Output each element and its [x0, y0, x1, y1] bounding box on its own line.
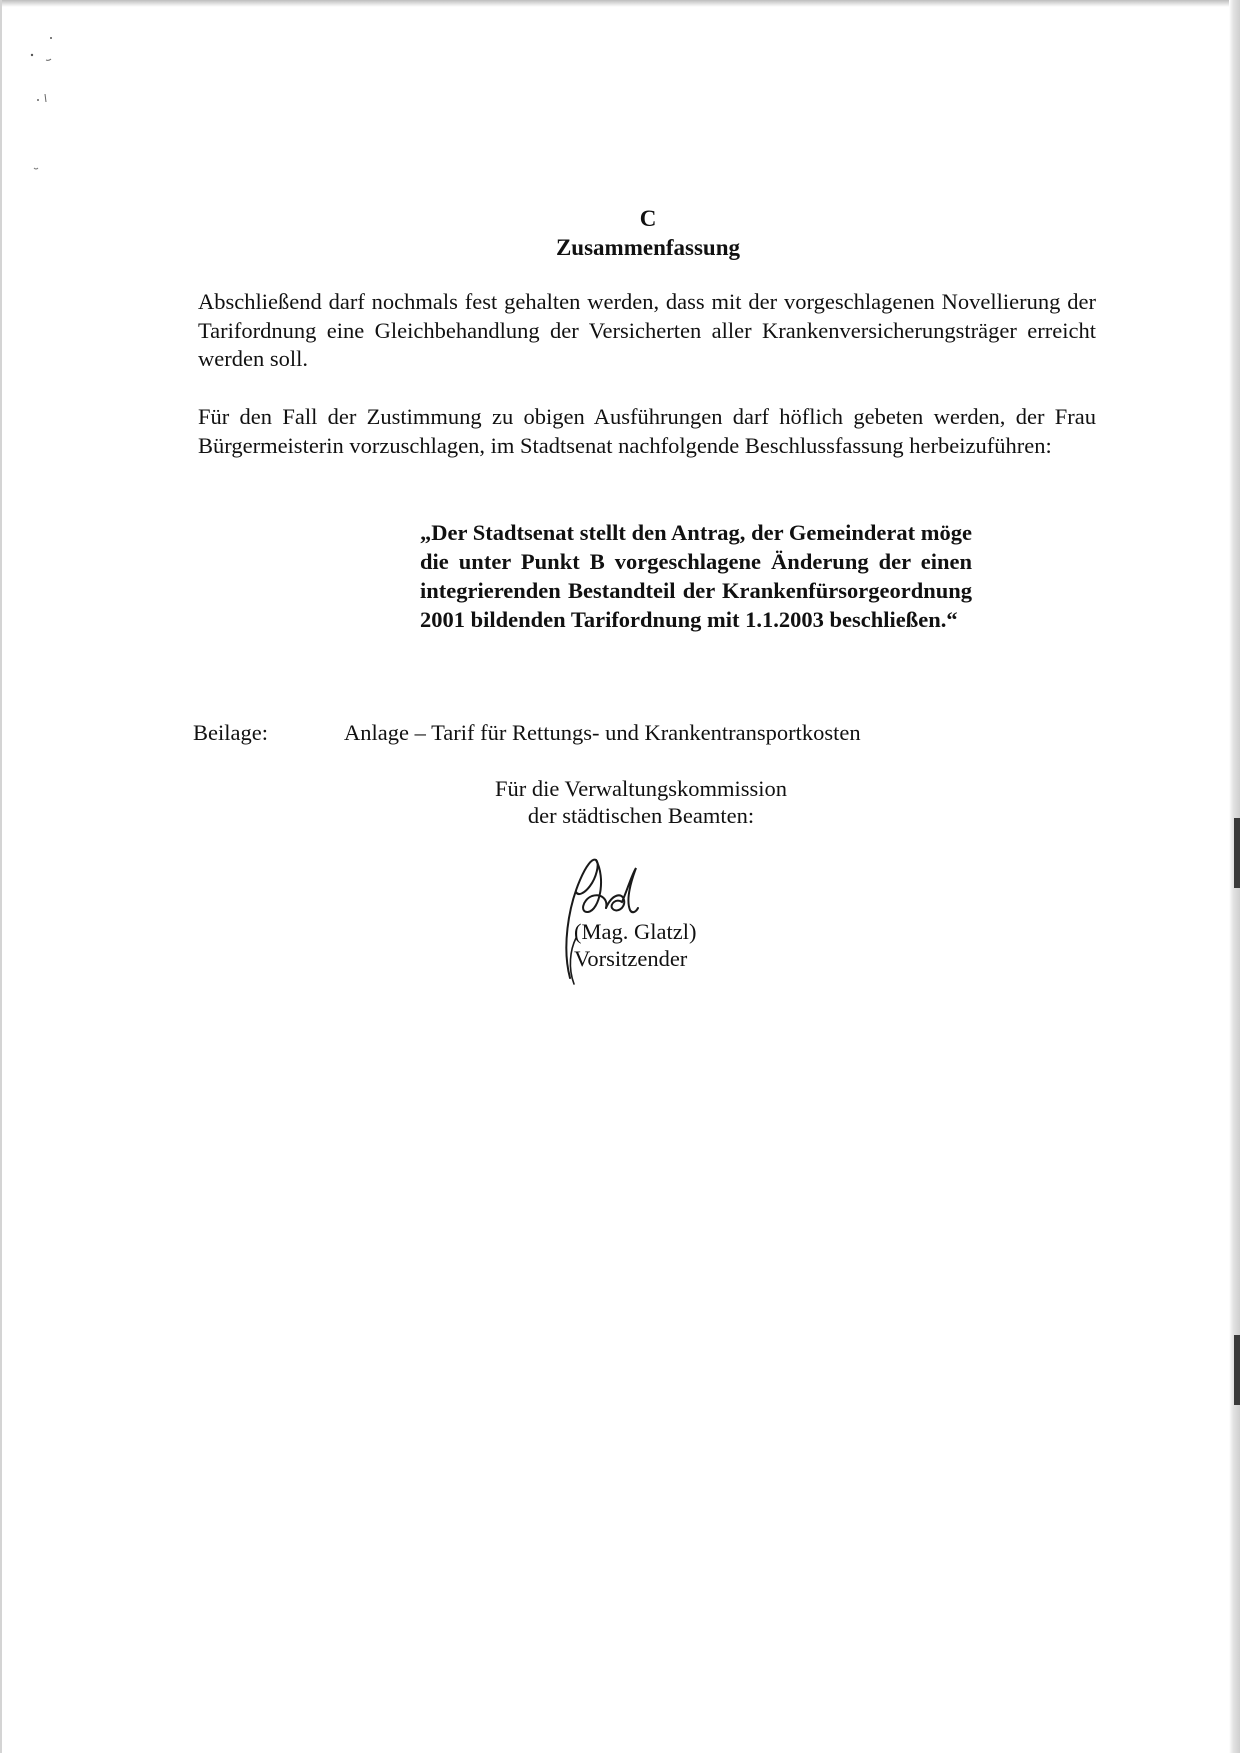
closing-block	[440, 775, 842, 829]
request-paragraph: Für den Fall der Zustimmung zu obigen Ausführungen darf höflich gebeten werden, der Frau Bürgermeisterin vorzuschlagen, im Stadtsenat nachfolgende Beschlussfassung herbeizuführen:	[198, 404, 1096, 458]
closing-line-2: der städtischen Beamten:	[527, 803, 755, 828]
signer-role: Vorsitzender	[574, 946, 688, 971]
resolution-text: „Der Stadtsenat stellt den Antrag, der Gemeinderat möge die unter Punkt B vorgeschlagene Änderung der einen integrierenden Bestandteil der Krankenfürsorgeordnung 2001 bildenden Tarifordnung mit 1.1.2003 beschließen.“	[420, 520, 972, 632]
attachment-label: Beilage:	[193, 720, 268, 745]
closing-line-1: Für die Verwaltungskommission	[494, 776, 788, 801]
section-letter: C	[639, 206, 657, 231]
signer-name: (Mag. Glatzl)	[574, 919, 697, 944]
attachment-text: Anlage – Tarif für Rettungs- und Krankentransportkosten	[344, 720, 861, 745]
section-title: Zusammenfassung	[555, 235, 741, 260]
summary-paragraph: Abschließend darf nochmals fest gehalten werden, dass mit der vorgeschlagenen Novellierung der Tarifordnung eine Gleichbehandlung der Versicherten aller Krankenversicherungsträger erreicht werden soll.	[198, 289, 1096, 371]
